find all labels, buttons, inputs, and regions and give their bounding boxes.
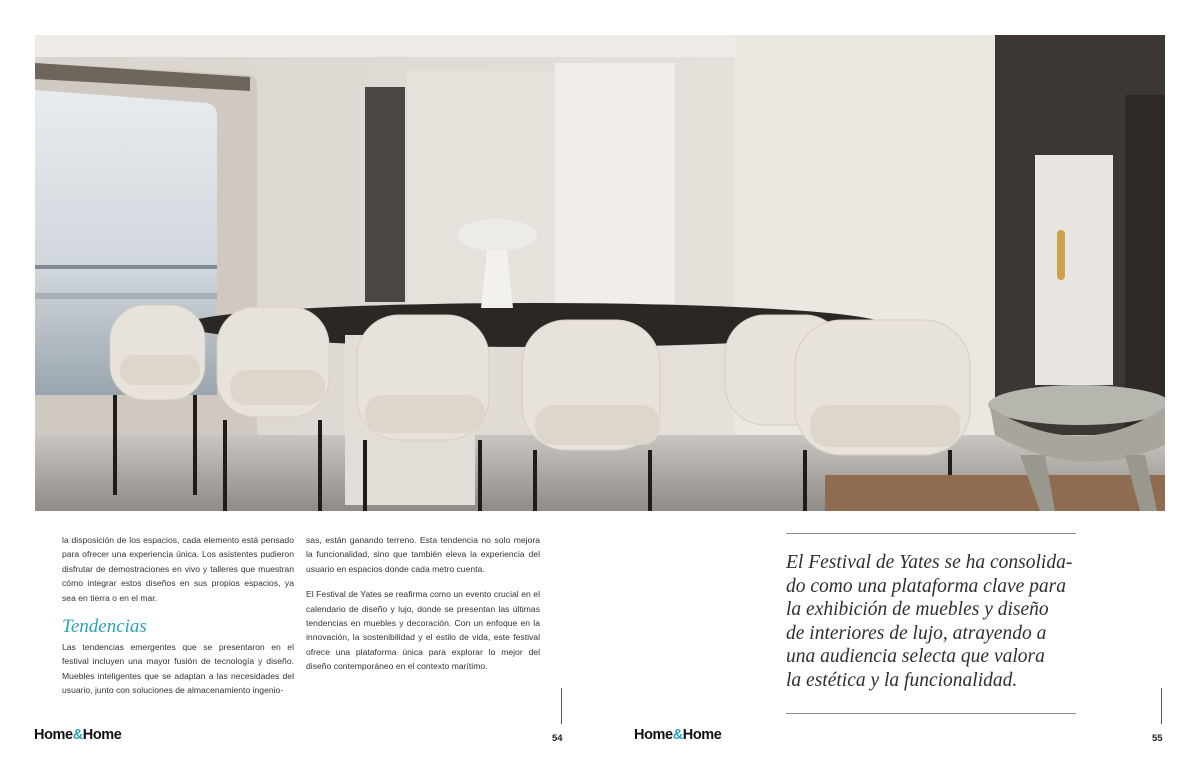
intro-paragraph: la disposición de los espacios, cada elemento está pensado para ofrecer una experiencia única. Los asistentes pudieron disfrutar de demostraciones en vivo y talleres que muestran cómo integrar estos diseños en sus propios espacios, ya sea en tierra o en el mar.	[62, 535, 294, 603]
trends-paragraph: Las tendencias emergentes que se presentaron en el festival incluyen una mayor fusión de tecnología y diseño. Muebles inteligentes que se adaptan a las necesidades del usuario, junto con soluciones de almacenamiento ingenio-	[62, 642, 294, 696]
yacht-dining-room-photo	[35, 35, 1165, 511]
pull-quote	[786, 551, 1086, 693]
body-text-column-2	[306, 533, 540, 685]
page-number-right: 55	[1152, 733, 1163, 744]
section-heading: Tendencias	[62, 616, 147, 637]
logo-word-1: Home	[34, 727, 73, 743]
logo-ampersand: &	[72, 727, 83, 743]
logo-word-2: Home	[82, 727, 122, 743]
page-divider-line-left	[561, 688, 562, 724]
logo-ampersand: &	[672, 727, 683, 743]
magazine-logo-right	[634, 727, 721, 743]
logo-word-2: Home	[682, 727, 722, 743]
quote-top-rule	[786, 533, 1076, 534]
logo-word-1: Home	[634, 727, 673, 743]
magazine-logo-left	[34, 727, 121, 743]
pull-quote-line: la estética y la funcionalidad.	[786, 669, 1018, 691]
pull-quote-line: de interiores de lujo, atrayendo a	[786, 622, 1047, 644]
quote-bottom-rule	[786, 713, 1076, 714]
body-text-column-1-continued	[62, 640, 294, 709]
pull-quote-line: la exhibición de muebles y diseño	[786, 599, 1049, 621]
column2-paragraph-2: El Festival de Yates se reafirma como un evento crucial en el calendario de diseño y lujo, donde se presentan las últimas tendencias en muebles y decoración. Con un enfoque en la innovación, la sostenibilidad y el estilo de vida, este festival ofrece una plataforma única para explorar lo mejor del diseño contemporáneo en el contexto marítimo.	[306, 589, 540, 672]
page-divider-line-right	[1161, 688, 1162, 724]
column2-paragraph-1: sas, están ganando terreno. Esta tendencia no solo mejora la funcionalidad, sino que también eleva la experiencia del usuario en espacios donde cada metro cuenta.	[306, 535, 540, 574]
pull-quote-line: do como una plataforma clave para	[786, 575, 1067, 597]
body-text-column-1	[62, 533, 294, 616]
page-number-left: 54	[552, 733, 563, 744]
pull-quote-line: El Festival de Yates se ha consolida-	[786, 552, 1073, 573]
pull-quote-line: una audiencia selecta que valora	[786, 646, 1045, 668]
